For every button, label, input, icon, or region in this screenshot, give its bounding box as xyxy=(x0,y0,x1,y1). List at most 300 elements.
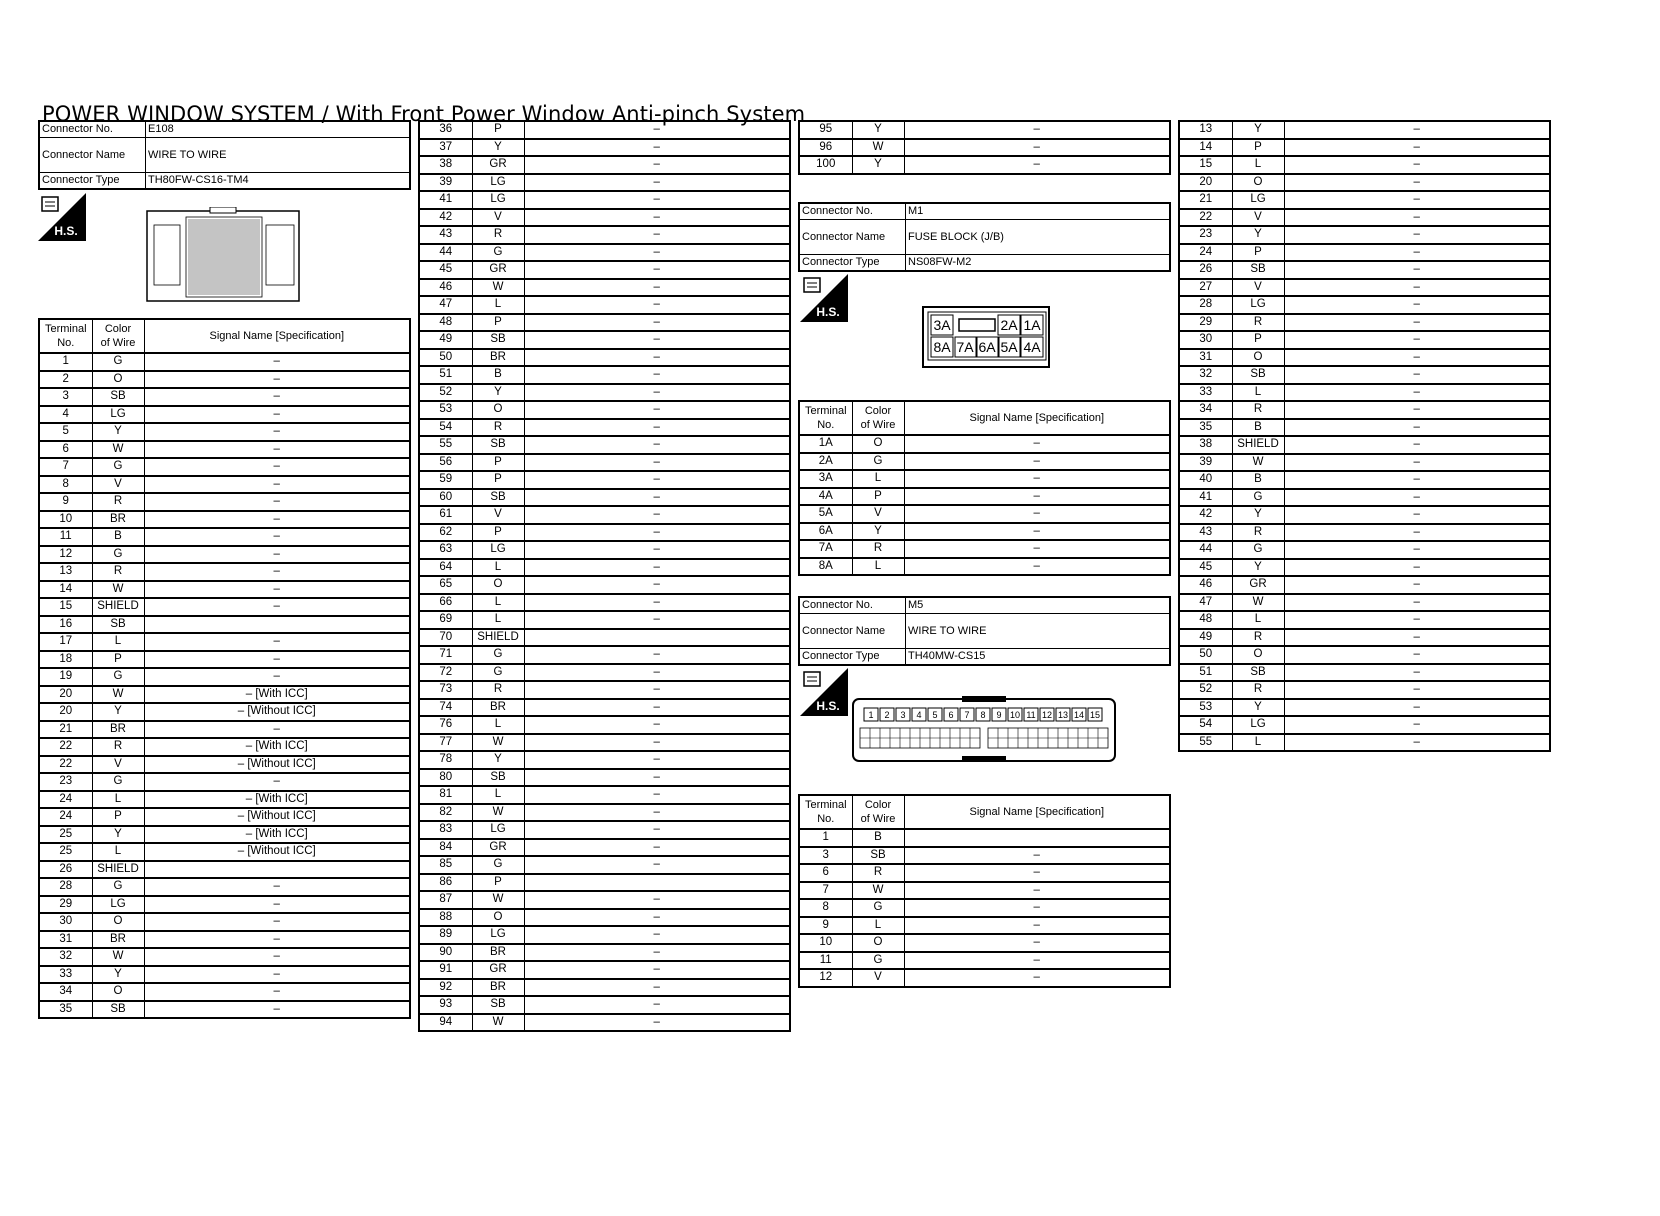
terminal-no-cell: 65 xyxy=(419,576,472,594)
color-header-line2: of Wire xyxy=(860,419,896,431)
terminal-no-cell: 76 xyxy=(419,716,472,734)
signal-name-cell: – xyxy=(524,839,790,857)
signal-name-cell: – xyxy=(144,931,410,949)
table-row xyxy=(39,1001,410,1019)
table-row xyxy=(39,686,410,704)
table-row xyxy=(39,878,410,896)
signal-name-cell: – xyxy=(1284,681,1550,699)
table-row xyxy=(1179,156,1550,174)
wire-color-cell: Y xyxy=(472,751,524,769)
signal-name-cell: – xyxy=(904,864,1170,882)
wire-color-cell: GR xyxy=(472,961,524,979)
wire-color-cell: V xyxy=(472,209,524,227)
table-row xyxy=(1179,314,1550,332)
table-row xyxy=(419,524,790,542)
terminal-no-cell: 3 xyxy=(39,388,92,406)
signal-name-cell: – xyxy=(524,961,790,979)
wire-color-cell: L xyxy=(472,786,524,804)
terminal-no-cell: 6A xyxy=(799,523,852,541)
connector-face-m1 xyxy=(922,306,1050,370)
table-row xyxy=(39,633,410,651)
signal-name-cell: – xyxy=(1284,366,1550,384)
table-row xyxy=(419,121,790,139)
terminal-no-cell: 12 xyxy=(39,546,92,564)
terminal-no-cell: 86 xyxy=(419,874,472,892)
signal-name-cell: – xyxy=(144,371,410,389)
signal-name-cell: – xyxy=(144,948,410,966)
terminal-no-cell: 54 xyxy=(1179,716,1232,734)
table-row xyxy=(1179,524,1550,542)
wire-color-cell: LG xyxy=(472,174,524,192)
table-row xyxy=(1179,611,1550,629)
table-row xyxy=(39,563,410,581)
wire-color-cell: SB xyxy=(472,769,524,787)
connector-type-value: TH80FW-CS16-TM4 xyxy=(146,173,411,190)
connector-name-value: FUSE BLOCK (J/B) xyxy=(906,220,1171,255)
terminal-no-cell: 53 xyxy=(419,401,472,419)
terminal-no-cell: 17 xyxy=(39,633,92,651)
terminal-no-cell: 45 xyxy=(419,261,472,279)
signal-name-cell: – xyxy=(524,384,790,402)
terminal-no-cell: 55 xyxy=(419,436,472,454)
wire-color-cell: G xyxy=(472,646,524,664)
table-row xyxy=(39,528,410,546)
signal-name-cell: – [With ICC] xyxy=(144,791,410,809)
terminal-no-cell: 1 xyxy=(799,829,852,847)
wire-color-cell: P xyxy=(472,314,524,332)
signal-name-cell: – xyxy=(1284,471,1550,489)
wire-color-cell: Y xyxy=(1232,226,1284,244)
signal-name-cell: – xyxy=(1284,611,1550,629)
m1-pin-2a: 2A xyxy=(1000,317,1018,333)
wire-color-cell: LG xyxy=(1232,296,1284,314)
terminal-no-cell: 2 xyxy=(39,371,92,389)
signal-name-cell: – xyxy=(144,1001,410,1019)
m5-pin-label: 13 xyxy=(1057,710,1069,720)
signal-name-cell: – xyxy=(904,435,1170,453)
terminal-no-cell: 47 xyxy=(419,296,472,314)
signal-name-cell: – xyxy=(144,423,410,441)
signal-name-cell: – xyxy=(1284,576,1550,594)
wire-color-cell: Y xyxy=(92,826,144,844)
signal-name-cell: – xyxy=(524,594,790,612)
m1-pin-5a: 5A xyxy=(1000,339,1018,355)
table-row xyxy=(799,435,1170,453)
terminal-no-cell: 20 xyxy=(39,686,92,704)
table-row xyxy=(39,651,410,669)
table-row xyxy=(39,966,410,984)
terminal-no-cell: 21 xyxy=(39,721,92,739)
signal-name-cell: – xyxy=(144,511,410,529)
table-row xyxy=(799,470,1170,488)
terminal-no-cell: 62 xyxy=(419,524,472,542)
signal-name-cell: – xyxy=(904,156,1170,174)
table-row xyxy=(419,331,790,349)
wire-color-cell: O xyxy=(1232,174,1284,192)
wire-color-cell: L xyxy=(472,716,524,734)
wire-color-cell: G xyxy=(1232,541,1284,559)
wire-color-cell: GR xyxy=(472,156,524,174)
table-row xyxy=(799,952,1170,970)
m5-pin-label: 2 xyxy=(884,710,890,720)
hs-icon xyxy=(38,193,86,241)
signal-name-cell: – xyxy=(144,913,410,931)
table-row xyxy=(39,406,410,424)
wire-color-cell: W xyxy=(1232,594,1284,612)
terminal-no-cell: 14 xyxy=(1179,139,1232,157)
terminal-no-cell: 51 xyxy=(419,366,472,384)
signal-name-cell: – xyxy=(524,279,790,297)
wire-color-cell: LG xyxy=(92,896,144,914)
signal-name-cell: – xyxy=(144,493,410,511)
table-row xyxy=(39,371,410,389)
table-row xyxy=(799,847,1170,865)
signal-header: Signal Name [Specification] xyxy=(904,795,1170,829)
connector-name-label: Connector Name xyxy=(799,220,906,255)
terminal-no-cell: 19 xyxy=(39,668,92,686)
terminal-no-cell: 36 xyxy=(419,121,472,139)
terminal-no-cell: 23 xyxy=(39,773,92,791)
terminal-no-cell: 46 xyxy=(1179,576,1232,594)
table-row xyxy=(419,261,790,279)
color-header xyxy=(92,319,144,353)
terminal-no-cell: 38 xyxy=(419,156,472,174)
terminal-no-cell: 8 xyxy=(39,476,92,494)
column-4 xyxy=(1178,120,1551,752)
signal-name-cell: – xyxy=(1284,226,1550,244)
wire-color-cell: G xyxy=(472,856,524,874)
terminal-header-line1: Terminal xyxy=(44,323,87,335)
signal-name-cell: – xyxy=(144,476,410,494)
terminal-no-cell: 4A xyxy=(799,488,852,506)
terminal-no-cell: 30 xyxy=(39,913,92,931)
wire-color-cell: BR xyxy=(472,349,524,367)
wire-color-cell: W xyxy=(472,804,524,822)
wire-color-cell: L xyxy=(92,791,144,809)
signal-name-cell xyxy=(524,874,790,892)
wire-color-cell: P xyxy=(472,121,524,139)
m5-table-wrap xyxy=(798,794,1171,988)
wire-color-cell: R xyxy=(92,563,144,581)
wire-color-cell: O xyxy=(92,983,144,1001)
terminal-no-cell: 1A xyxy=(799,435,852,453)
table-row xyxy=(1179,646,1550,664)
wire-color-cell: B xyxy=(472,366,524,384)
wire-color-cell: L xyxy=(472,611,524,629)
terminal-no-cell: 83 xyxy=(419,821,472,839)
terminal-no-cell: 45 xyxy=(1179,559,1232,577)
m1-pin-6a: 6A xyxy=(978,339,996,355)
signal-name-cell: – xyxy=(1284,139,1550,157)
signal-name-cell xyxy=(144,861,410,879)
signal-name-cell: – xyxy=(524,786,790,804)
wire-color-cell: LG xyxy=(472,191,524,209)
table-row xyxy=(419,629,790,647)
wire-color-cell: SB xyxy=(1232,366,1284,384)
terminal-no-cell: 9 xyxy=(39,493,92,511)
wire-color-cell: LG xyxy=(472,926,524,944)
signal-name-cell: – xyxy=(144,721,410,739)
wire-color-cell: R xyxy=(472,419,524,437)
signal-name-cell: – xyxy=(1284,524,1550,542)
terminal-no-cell: 59 xyxy=(419,471,472,489)
wire-color-cell: G xyxy=(92,353,144,371)
wire-color-cell: O xyxy=(1232,349,1284,367)
table-row xyxy=(799,139,1170,157)
signal-name-cell: – xyxy=(524,926,790,944)
terminal-no-cell: 1 xyxy=(39,353,92,371)
signal-name-cell: – xyxy=(1284,734,1550,752)
signal-name-cell: – xyxy=(1284,506,1550,524)
wire-color-cell: SB xyxy=(472,331,524,349)
terminal-no-cell: 13 xyxy=(39,563,92,581)
terminal-no-cell: 72 xyxy=(419,664,472,682)
wire-color-cell: L xyxy=(92,843,144,861)
wire-color-cell: LG xyxy=(92,406,144,424)
terminal-no-cell: 52 xyxy=(1179,681,1232,699)
signal-name-cell: – xyxy=(1284,489,1550,507)
table-row xyxy=(1179,454,1550,472)
wire-color-cell: P xyxy=(472,454,524,472)
table-row xyxy=(419,804,790,822)
wire-color-cell: G xyxy=(92,668,144,686)
terminal-no-cell: 5 xyxy=(39,423,92,441)
table-row xyxy=(1179,209,1550,227)
table-row xyxy=(419,279,790,297)
wire-color-cell: L xyxy=(852,917,904,935)
table-row xyxy=(1179,279,1550,297)
wire-color-cell: LG xyxy=(472,541,524,559)
signal-name-cell: – xyxy=(904,917,1170,935)
wire-color-cell: V xyxy=(92,476,144,494)
terminal-no-cell: 43 xyxy=(419,226,472,244)
table-row xyxy=(799,121,1170,139)
signal-name-cell: – xyxy=(904,505,1170,523)
table-row xyxy=(419,786,790,804)
table-row xyxy=(419,226,790,244)
terminal-no-cell: 29 xyxy=(1179,314,1232,332)
m5-pin-label: 10 xyxy=(1009,710,1021,720)
signal-name-cell: – xyxy=(524,891,790,909)
wire-color-cell: LG xyxy=(1232,716,1284,734)
connector-type-value: NS08FW-M2 xyxy=(906,255,1171,272)
wire-color-cell: Y xyxy=(472,384,524,402)
terminal-no-cell: 8A xyxy=(799,558,852,576)
wire-color-cell: R xyxy=(1232,401,1284,419)
table-row xyxy=(39,616,410,634)
wire-color-cell: B xyxy=(1232,471,1284,489)
terminal-no-cell: 27 xyxy=(1179,279,1232,297)
signal-name-cell: – xyxy=(1284,191,1550,209)
table-row xyxy=(1179,419,1550,437)
table-row xyxy=(39,773,410,791)
table-row xyxy=(799,505,1170,523)
terminal-no-cell: 10 xyxy=(799,934,852,952)
wire-color-cell: W xyxy=(1232,454,1284,472)
connector-m5-block xyxy=(798,596,1171,666)
signal-name-cell: – xyxy=(904,523,1170,541)
wire-color-cell: L xyxy=(472,559,524,577)
signal-name-cell: – xyxy=(144,668,410,686)
signal-name-cell: – xyxy=(524,314,790,332)
terminal-no-cell: 22 xyxy=(39,756,92,774)
wire-color-cell: P xyxy=(92,651,144,669)
terminal-no-cell: 35 xyxy=(1179,419,1232,437)
color-header-line1: Color xyxy=(864,799,892,811)
signal-name-cell: – xyxy=(1284,559,1550,577)
wire-color-cell: SB xyxy=(472,996,524,1014)
terminal-no-cell: 49 xyxy=(419,331,472,349)
wire-color-cell: R xyxy=(1232,314,1284,332)
terminal-no-cell: 18 xyxy=(39,651,92,669)
signal-name-cell: – xyxy=(1284,401,1550,419)
wire-color-cell: R xyxy=(1232,524,1284,542)
table-row xyxy=(419,611,790,629)
page-title: POWER WINDOW SYSTEM / With Front Power Window Anti-pinch System xyxy=(42,102,806,126)
signal-name-cell: – xyxy=(1284,384,1550,402)
table-row xyxy=(39,896,410,914)
table-row xyxy=(39,598,410,616)
terminal-no-cell: 90 xyxy=(419,944,472,962)
wire-color-cell: Y xyxy=(852,156,904,174)
terminal-no-cell: 28 xyxy=(39,878,92,896)
signal-name-cell: – [With ICC] xyxy=(144,826,410,844)
terminal-no-cell: 12 xyxy=(799,969,852,987)
table-row xyxy=(1179,541,1550,559)
signal-name-cell: – xyxy=(1284,541,1550,559)
wire-color-cell: R xyxy=(472,226,524,244)
signal-name-cell: – xyxy=(1284,156,1550,174)
m1-table-wrap xyxy=(798,400,1171,576)
terminal-no-cell: 38 xyxy=(1179,436,1232,454)
signal-name-cell: – [With ICC] xyxy=(144,738,410,756)
table-row xyxy=(419,156,790,174)
wire-color-cell: Y xyxy=(472,139,524,157)
table-row xyxy=(419,996,790,1014)
table-row xyxy=(39,423,410,441)
terminal-no-cell: 42 xyxy=(419,209,472,227)
signal-name-cell: – xyxy=(144,896,410,914)
terminal-no-cell: 53 xyxy=(1179,699,1232,717)
signal-name-cell: – xyxy=(524,734,790,752)
wire-color-cell: SHIELD xyxy=(92,598,144,616)
wire-color-cell: R xyxy=(852,864,904,882)
wire-color-cell: W xyxy=(92,686,144,704)
table-row xyxy=(419,419,790,437)
terminal-no-cell: 56 xyxy=(419,454,472,472)
signal-name-cell: – xyxy=(904,453,1170,471)
terminal-no-cell: 50 xyxy=(419,349,472,367)
table-row xyxy=(1179,349,1550,367)
signal-name-cell: – xyxy=(524,156,790,174)
table-row xyxy=(1179,331,1550,349)
terminal-header-line1: Terminal xyxy=(804,799,847,811)
table-row xyxy=(419,961,790,979)
table-row xyxy=(1179,594,1550,612)
wire-color-cell: Y xyxy=(92,966,144,984)
signal-name-cell: – xyxy=(524,471,790,489)
wire-color-cell: R xyxy=(472,681,524,699)
signal-name-cell: – xyxy=(524,1014,790,1032)
terminal-no-cell: 7 xyxy=(799,882,852,900)
wire-color-cell: W xyxy=(852,882,904,900)
wire-color-cell: BR xyxy=(92,721,144,739)
wire-color-cell: R xyxy=(852,540,904,558)
wire-color-cell: BR xyxy=(472,979,524,997)
table-row xyxy=(419,506,790,524)
table-row xyxy=(799,969,1170,987)
table-row xyxy=(799,558,1170,576)
terminal-no-cell: 82 xyxy=(419,804,472,822)
wire-color-cell: SB xyxy=(92,616,144,634)
signal-name-cell: – xyxy=(524,804,790,822)
table-row xyxy=(1179,261,1550,279)
terminal-no-cell: 80 xyxy=(419,769,472,787)
table-row xyxy=(419,979,790,997)
signal-name-cell: – xyxy=(524,576,790,594)
table-row xyxy=(419,681,790,699)
signal-name-cell: – xyxy=(524,751,790,769)
color-header-line1: Color xyxy=(864,405,892,417)
terminal-header-line1: Terminal xyxy=(804,405,847,417)
table-row xyxy=(799,453,1170,471)
signal-name-cell: – xyxy=(1284,716,1550,734)
terminal-no-cell: 34 xyxy=(39,983,92,1001)
table-row xyxy=(419,646,790,664)
hs-icon xyxy=(800,274,848,322)
signal-name-cell: – xyxy=(904,847,1170,865)
signal-name-cell: – xyxy=(144,388,410,406)
signal-name-cell: – xyxy=(524,699,790,717)
table-row xyxy=(799,156,1170,174)
table-row xyxy=(39,756,410,774)
m5-pin-label: 3 xyxy=(900,710,906,720)
connector-no-value: E108 xyxy=(146,121,411,138)
wire-color-cell: R xyxy=(92,738,144,756)
terminal-no-cell: 44 xyxy=(419,244,472,262)
terminal-no-cell: 69 xyxy=(419,611,472,629)
m5-pin-label: 12 xyxy=(1041,710,1053,720)
signal-name-cell: – xyxy=(904,121,1170,139)
connector-info-m5 xyxy=(798,596,1171,666)
signal-name-cell: – xyxy=(524,261,790,279)
signal-name-cell: – xyxy=(524,909,790,927)
table-row xyxy=(1179,366,1550,384)
signal-name-cell xyxy=(904,829,1170,847)
signal-name-cell: – xyxy=(524,944,790,962)
table-row xyxy=(39,476,410,494)
connector-no-label: Connector No. xyxy=(39,121,146,138)
wire-color-cell: W xyxy=(92,441,144,459)
signal-name-cell: – xyxy=(524,121,790,139)
table-row xyxy=(39,441,410,459)
m5-pin-label: 1 xyxy=(868,710,874,720)
signal-name-cell: – xyxy=(144,563,410,581)
table-row xyxy=(419,384,790,402)
terminal-no-cell: 34 xyxy=(1179,401,1232,419)
table-row xyxy=(419,769,790,787)
terminal-no-cell: 24 xyxy=(1179,244,1232,262)
terminal-no-cell: 74 xyxy=(419,699,472,717)
terminal-no-cell: 22 xyxy=(1179,209,1232,227)
wire-color-cell: B xyxy=(852,829,904,847)
signal-name-cell: – xyxy=(524,419,790,437)
connector-face-e108 xyxy=(146,207,300,303)
table-row xyxy=(419,839,790,857)
signal-name-cell: – xyxy=(524,436,790,454)
signal-name-cell: – xyxy=(1284,419,1550,437)
wire-color-cell: P xyxy=(472,874,524,892)
